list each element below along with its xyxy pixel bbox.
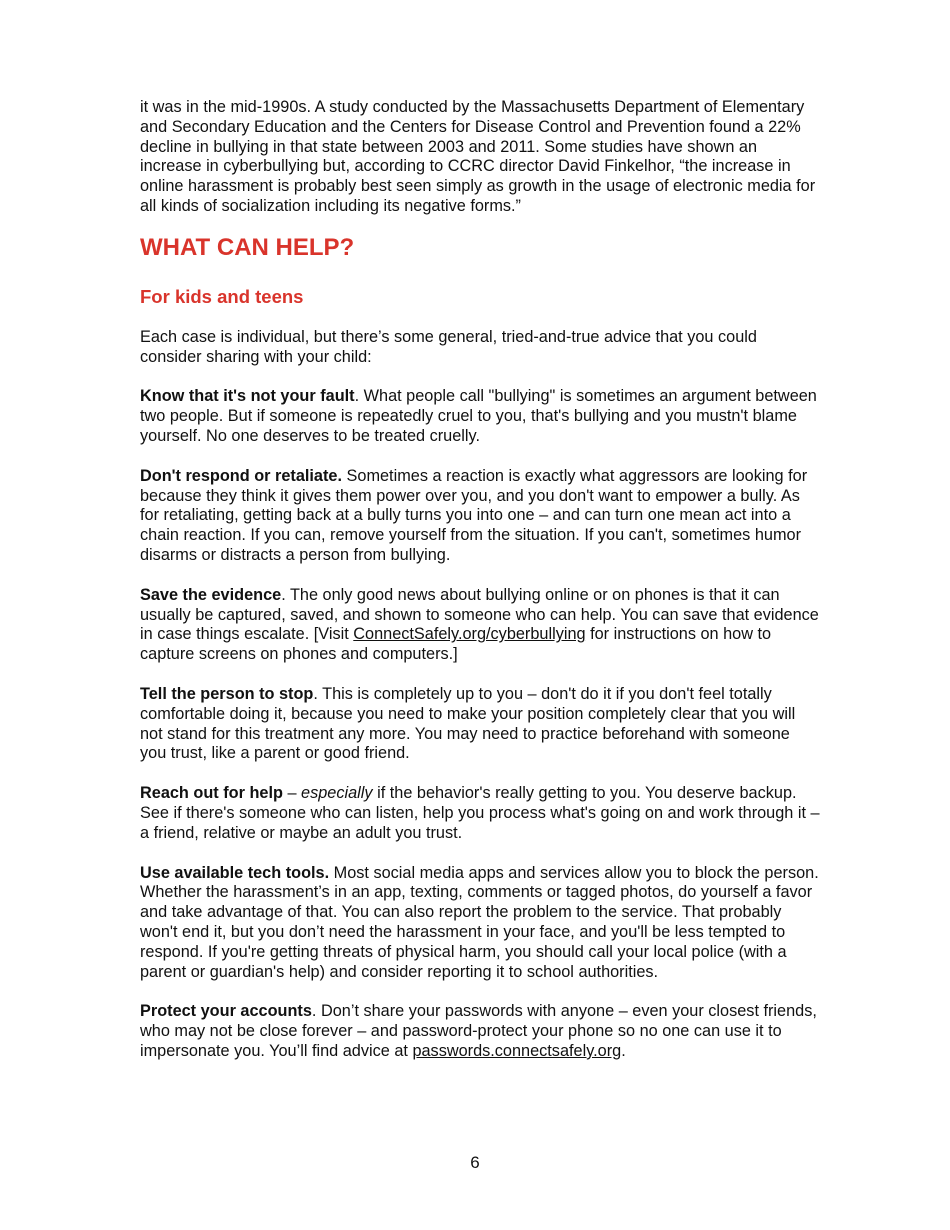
section-heading: WHAT CAN HELP? xyxy=(140,233,355,261)
tip-dash: – xyxy=(282,784,302,803)
document-page xyxy=(140,98,820,1062)
tip-tech-tools xyxy=(140,864,820,983)
section-subheading: For kids and teens xyxy=(140,285,304,307)
connectsafely-cyberbullying-link[interactable]: ConnectSafely.org/cyberbullying xyxy=(353,625,586,644)
tip-body: . What people call "bullying" is sometimes an argument between two people. But if someone is repeatedly cruel to you, that's bullying and you mustn't blame yourself. No one deserves to be treated cruelly. xyxy=(140,387,817,445)
tip-body: Most social media apps and services allow you to block the person. Whether the harassment’s in an app, texting, comments or tagged photos, do yourself a favor and take advantage of that. You can also report the problem to the service. That probably won't end it, but you don’t need the harassment in your face, and you'll be less tempted to respond. If you're getting threats of physical harm, you should call your local police (with a parent or guardian's help) and consider reporting it to school authorities. xyxy=(140,863,819,981)
intro-paragraph: it was in the mid-1990s. A study conducted by the Massachusetts Department of Elementary and Secondary Education and the Centers for Disease Control and Prevention found a 22% decline in bullying in that state between 2003 and 2011. Some studies have shown an increase in cyberbullying but, according to CCRC director David Finkelhor, “the increase in online harassment is probably best seen simply as growth in the usage of electronic media for all kinds of socialization including its negative forms.” xyxy=(140,98,816,215)
tip-title: Reach out for help xyxy=(140,784,283,803)
tip-body: Sometimes a reaction is exactly what aggressors are looking for because they think it gives them power over you, and you don't want to empower a bully. As for retaliating, getting back at a bully turns you into one – and can turn one mean act into a chain reaction. If you can, remove yourself from the situation. If you can't, sometimes humor disarms or distracts a person from bullying. xyxy=(140,466,808,564)
tip-body: . This is completely up to you – don't do it if you don't feel totally comfortable doing it, because you need to make your position completely clear that you will not stand for this treatment any more. You may need to practice beforehand with someone you trust, like a parent or good friend. xyxy=(140,684,796,763)
tip-body: . Don’t share your passwords with anyone – even your closest friends, who may not be close forever – and password-protect your phone so no one can use it to impersonate you. You’ll find advice at xyxy=(140,1002,817,1060)
tip-not-your-fault xyxy=(140,387,820,446)
tip-title: Use available tech tools. xyxy=(140,863,330,882)
advice-intro: Each case is individual, but there’s some general, tried-and-true advice that you could consider sharing with your child: xyxy=(140,327,757,366)
tip-dont-respond xyxy=(140,467,820,566)
tip-title: Tell the person to stop xyxy=(140,684,314,703)
tip-tell-to-stop xyxy=(140,685,820,764)
tip-title: Protect your accounts xyxy=(140,1002,312,1021)
tip-reach-out xyxy=(140,784,820,843)
tip-protect-accounts xyxy=(140,1002,820,1061)
tip-title: Know that it's not your fault xyxy=(140,387,355,406)
tip-emphasis: especially xyxy=(301,784,373,803)
tip-body: for instructions on how to capture screens on phones and computers.] xyxy=(140,625,772,664)
tip-title: Don't respond or retaliate. xyxy=(140,466,342,485)
tip-body: . xyxy=(621,1041,626,1060)
passwords-connectsafely-link[interactable]: passwords.connectsafely.org xyxy=(412,1041,622,1060)
tip-body: if the behavior's really getting to you. You deserve backup. See if there's someone who can listen, help you process what's going on and work through it – a friend, relative or maybe an adult you trust. xyxy=(140,784,820,842)
tip-body: . The only good news about bullying online or on phones is that it can usually be captured, saved, and shown to someone who can help. You can save that evidence in case things escalate. [Visit xyxy=(140,585,819,644)
tip-title: Save the evidence xyxy=(140,585,282,604)
tip-save-evidence xyxy=(140,586,820,665)
page-number: 6 xyxy=(470,1153,480,1172)
